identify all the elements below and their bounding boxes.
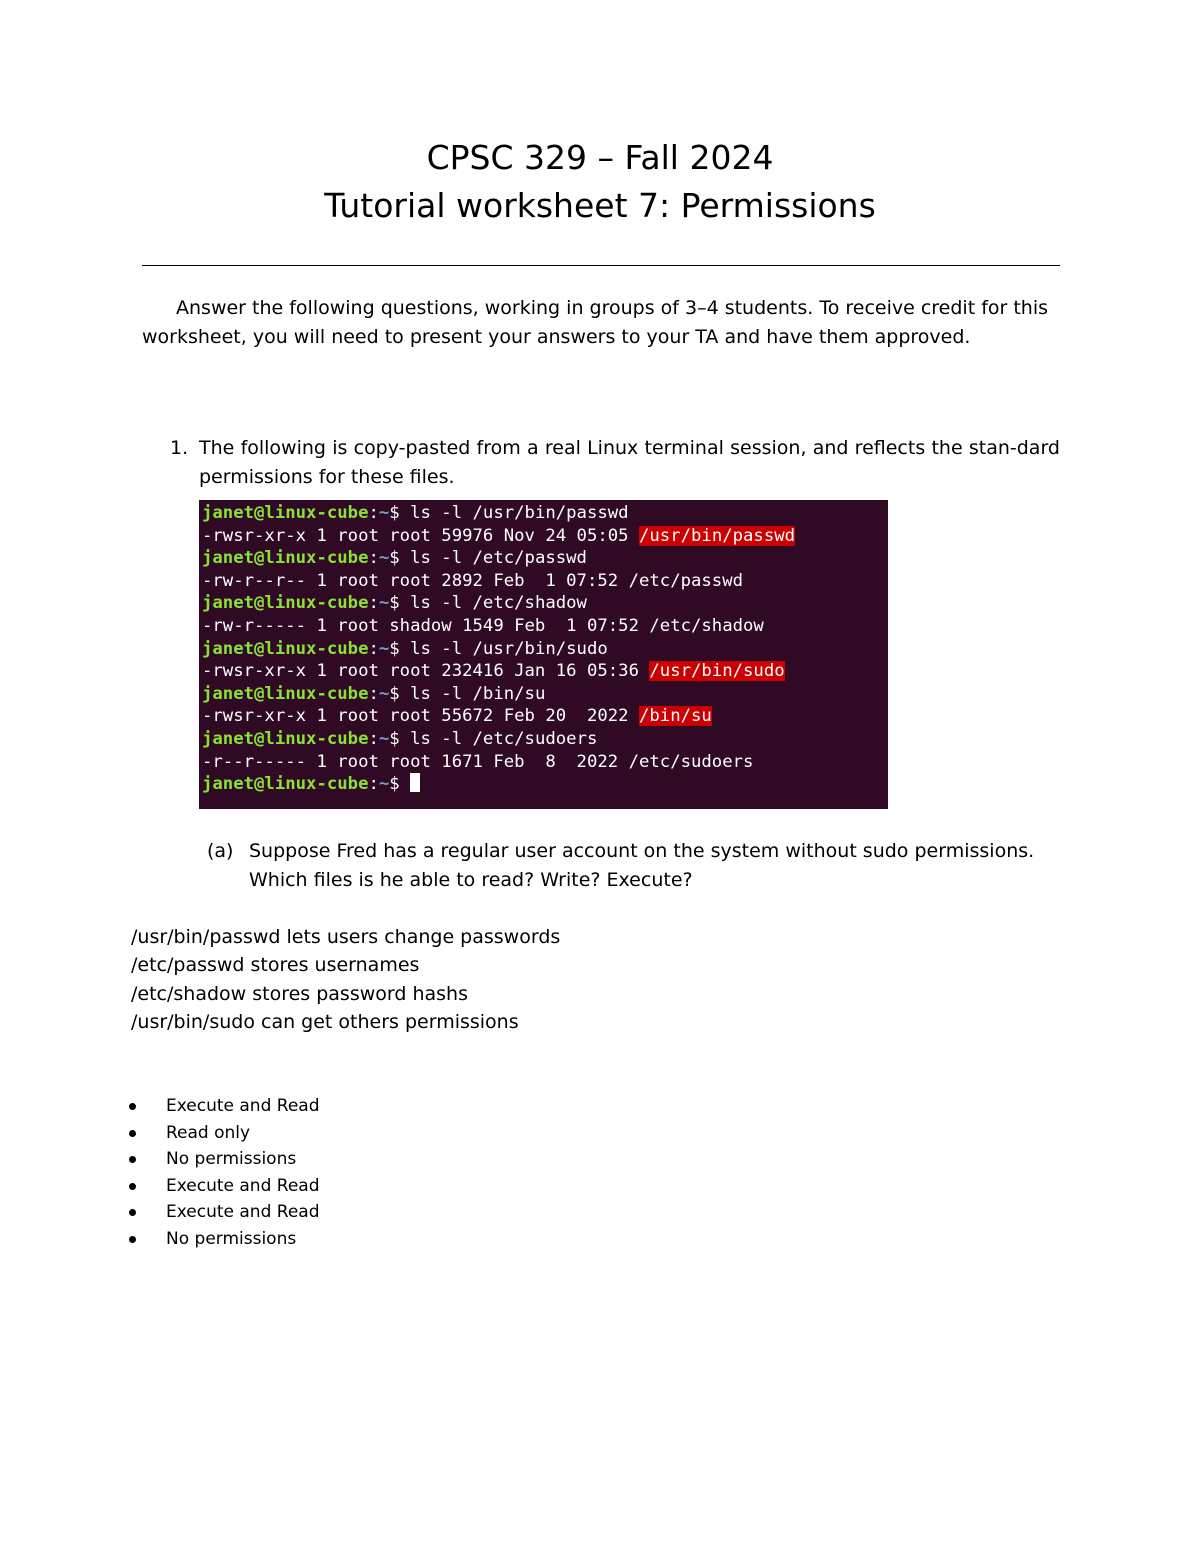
terminal-output: -rw-r----- 1 root shadow 1549 Feb 1 07:52 /etc/shadow	[202, 615, 764, 636]
prompt-separator: :	[368, 683, 379, 704]
prompt-symbol: $	[389, 503, 411, 523]
terminal-command: ls -l /bin/su	[410, 683, 546, 704]
prompt-directory: ~	[378, 683, 390, 704]
intro-paragraph: Answer the following questions, working in groups of 3–4 students. To receive credit for this worksheet, you will need to present your answers to your TA and have them approved.	[142, 297, 1049, 348]
terminal-line	[202, 638, 888, 661]
prompt-directory: ~	[378, 548, 390, 569]
prompt-user-host: janet@linux-cube	[202, 503, 369, 523]
list-item	[129, 1199, 629, 1226]
page-subtitle: Tutorial worksheet 7: Permissions	[324, 186, 876, 225]
list-item-text: Execute and Read	[166, 1175, 320, 1196]
terminal-line	[202, 683, 888, 706]
highlighted-filename: /bin/su	[638, 706, 712, 727]
cursor-icon	[410, 773, 420, 792]
prompt-user-host: janet@linux-cube	[202, 593, 369, 614]
prompt-symbol: $	[389, 683, 411, 704]
prompt-symbol: $	[389, 774, 411, 795]
prompt-separator: :	[368, 593, 379, 614]
terminal-output: -rwsr-xr-x 1 root root 232416 Jan 16 05:36	[202, 661, 650, 682]
horizontal-rule	[142, 265, 1060, 266]
answer-line: /usr/bin/passwd lets users change passwords	[131, 926, 561, 948]
terminal-output: -rwsr-xr-x 1 root root 55672 Feb 20 2022	[202, 706, 639, 727]
list-item-text: Execute and Read	[166, 1096, 320, 1116]
list-item	[129, 1120, 629, 1147]
terminal-command: ls -l /usr/bin/sudo	[410, 638, 608, 659]
answer-line: /etc/passwd stores usernames	[131, 954, 420, 977]
highlighted-filename: /usr/bin/passwd	[638, 525, 796, 546]
answer-line: /etc/shadow stores password hashs	[131, 982, 468, 1005]
prompt-symbol: $	[389, 593, 411, 614]
prompt-user-host: janet@linux-cube	[202, 638, 369, 659]
list-item	[129, 1173, 629, 1200]
subquestion-text: Suppose Fred has a regular user account on the system without sudo permissions. Which files is he able to read? Write? Execute?	[249, 840, 1035, 891]
list-item-text: Execute and Read	[166, 1202, 320, 1223]
bullet-icon	[129, 1183, 136, 1190]
list-item-text: No permissions	[166, 1149, 297, 1170]
terminal-line	[202, 570, 888, 593]
bullet-icon	[129, 1130, 136, 1137]
terminal-screenshot	[199, 500, 888, 809]
prompt-user-host: janet@linux-cube	[202, 683, 369, 704]
prompt-user-host: janet@linux-cube	[202, 728, 369, 749]
bullet-icon	[129, 1103, 136, 1110]
terminal-command: ls -l /etc/shadow	[410, 593, 587, 614]
question-number: 1.	[170, 437, 189, 459]
terminal-output: -rw-r--r-- 1 root root 2892 Feb 1 07:52 /etc/passwd	[202, 570, 744, 591]
bullet-icon	[129, 1156, 136, 1163]
bullet-icon	[129, 1236, 136, 1243]
prompt-directory: ~	[378, 503, 390, 523]
prompt-separator: :	[368, 503, 379, 523]
prompt-symbol: $	[389, 548, 411, 569]
page-title: CPSC 329 – Fall 2024	[426, 138, 774, 177]
prompt-separator: :	[368, 638, 379, 659]
list-item-text: Read only	[166, 1122, 251, 1143]
prompt-separator: :	[368, 774, 379, 795]
terminal-line	[202, 660, 888, 683]
bullet-icon	[129, 1209, 136, 1216]
prompt-user-host: janet@linux-cube	[202, 774, 369, 795]
prompt-symbol: $	[389, 638, 411, 659]
terminal-command: ls -l /usr/bin/passwd	[410, 503, 629, 523]
terminal-line	[202, 615, 888, 638]
prompt-separator: :	[368, 548, 379, 569]
terminal-line	[202, 751, 888, 774]
answer-line: /usr/bin/sudo can get others permissions	[131, 1010, 519, 1033]
question-text: The following is copy-pasted from a real Linux terminal session, and reflects the stan-dard permissions for these files.	[199, 437, 1060, 488]
prompt-directory: ~	[378, 774, 390, 795]
terminal-command: ls -l /etc/sudoers	[410, 728, 598, 749]
prompt-user-host: janet@linux-cube	[202, 548, 369, 569]
list-item-text: No permissions	[166, 1228, 297, 1249]
subquestion-label: (a)	[207, 840, 234, 862]
terminal-line	[202, 705, 888, 728]
terminal-line	[202, 502, 888, 525]
terminal-line	[202, 547, 888, 570]
terminal-command: ls -l /etc/passwd	[410, 548, 587, 569]
prompt-directory: ~	[378, 593, 390, 614]
terminal-line	[202, 592, 888, 615]
prompt-directory: ~	[378, 728, 390, 749]
terminal-line	[202, 773, 888, 796]
answer-block	[131, 923, 1031, 1036]
highlighted-filename: /usr/bin/sudo	[649, 661, 785, 682]
list-item	[129, 1093, 629, 1120]
terminal-output: -rwsr-xr-x 1 root root 59976 Nov 24 05:05	[202, 525, 639, 546]
subquestion-a	[207, 837, 1067, 895]
bullet-list	[129, 1093, 629, 1253]
question-1	[170, 434, 1060, 492]
prompt-directory: ~	[378, 638, 390, 659]
prompt-separator: :	[368, 728, 379, 749]
list-item	[129, 1146, 629, 1173]
terminal-output: -r--r----- 1 root root 1671 Feb 8 2022 /etc/sudoers	[202, 751, 754, 772]
terminal-line	[202, 728, 888, 751]
list-item	[129, 1226, 629, 1253]
prompt-symbol: $	[389, 728, 411, 749]
terminal-line	[202, 525, 888, 548]
